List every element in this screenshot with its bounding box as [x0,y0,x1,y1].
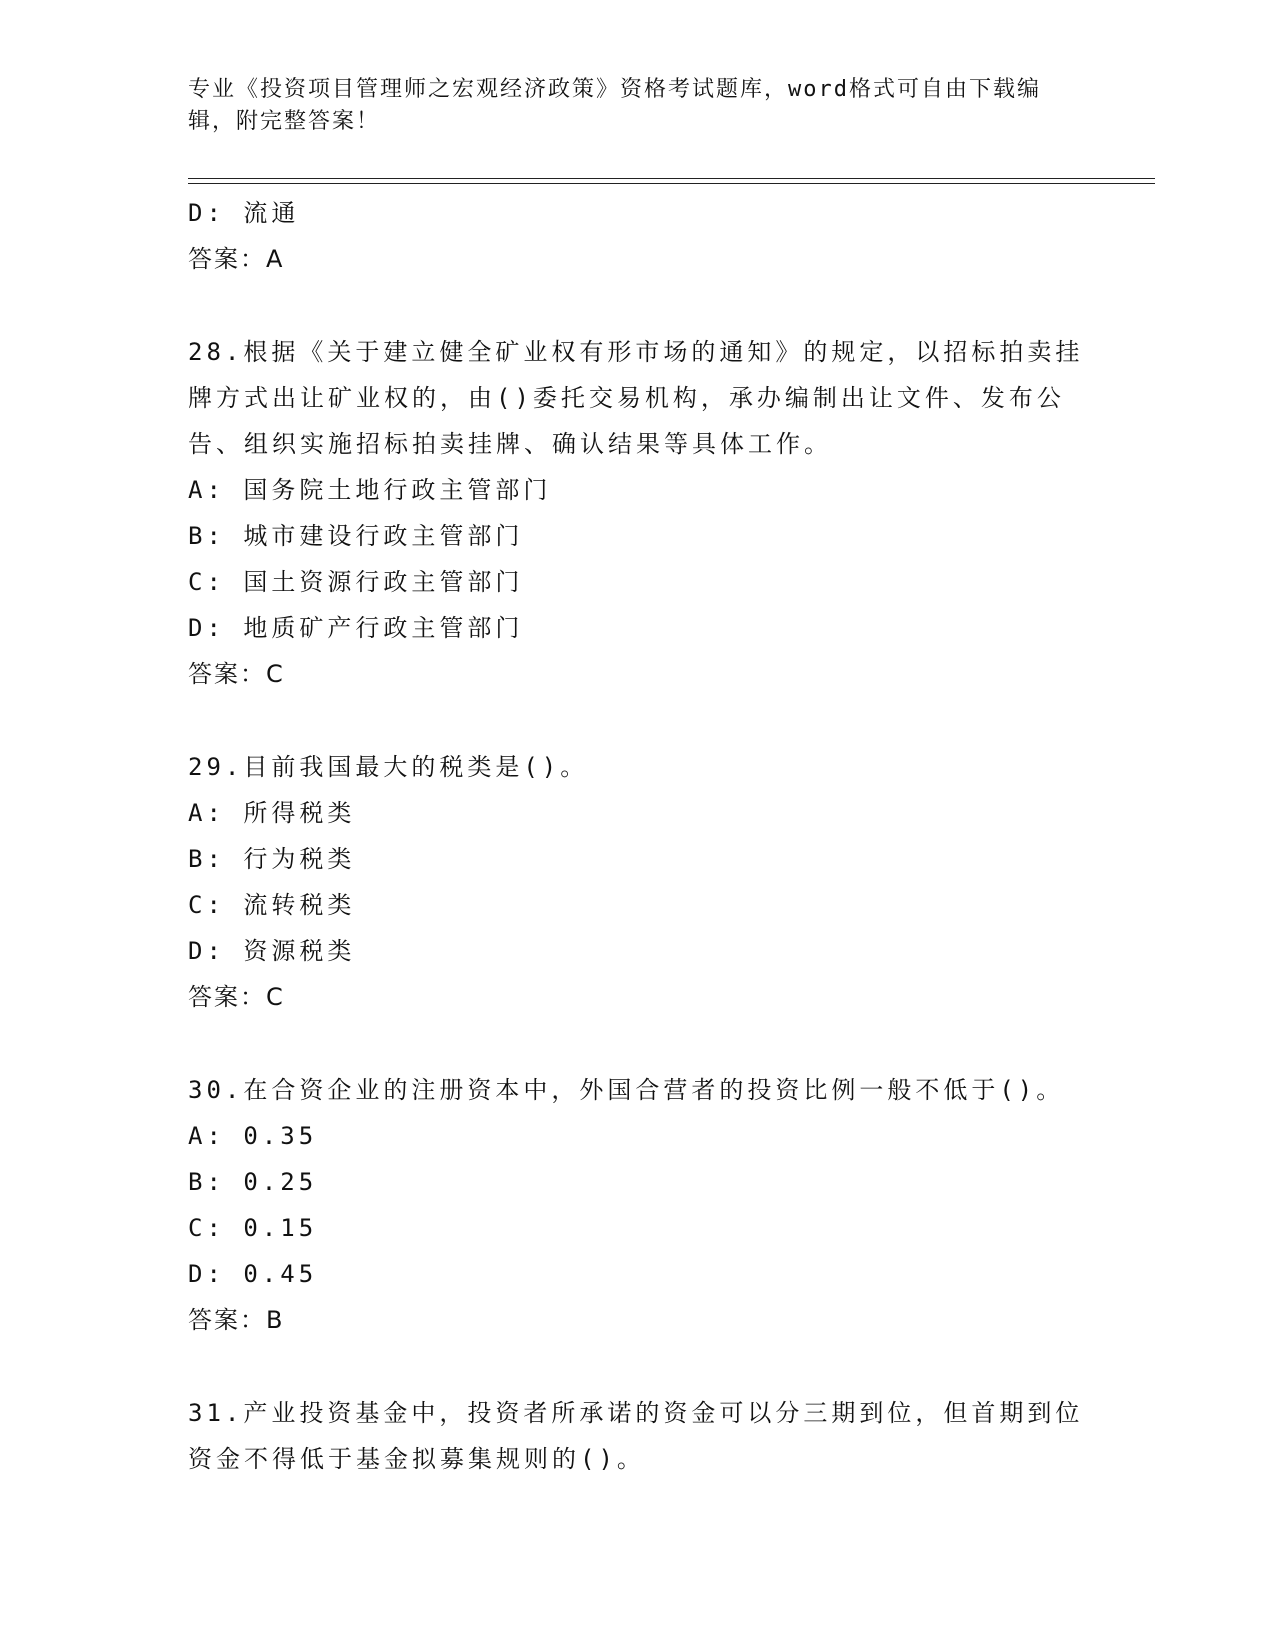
answer: 答案：A [188,245,285,273]
question-29 [188,744,1088,1020]
page-header: 专业《投资项目管理师之宏观经济政策》资格考试题库，word格式可自由下载编辑，附完整答案！ [188,77,1041,134]
option-b: B: 0.25 [188,1168,318,1196]
question-28 [188,329,1088,697]
option-b: B: 行为税类 [188,845,356,873]
question-stem: 29.目前我国最大的税类是()。 [188,753,589,781]
option-d: D: 0.45 [188,1260,318,1288]
header-rule-second [188,183,1155,184]
option-c: C: 0.15 [188,1214,318,1242]
header-rule [188,178,1155,179]
option-b: B: 城市建设行政主管部门 [188,522,524,550]
question-31 [188,1390,1088,1482]
question-stem: 28.根据《关于建立健全矿业权有形市场的通知》的规定，以招标拍卖挂牌方式出让矿业权的，由()委托交易机构，承办编制出让文件、发布公告、组织实施招标拍卖挂牌、确认结果等具体工作。 [188,338,1084,458]
option-c: C: 国土资源行政主管部门 [188,568,524,596]
answer: 答案：C [188,660,285,688]
option-a: A: 国务院土地行政主管部门 [188,476,552,504]
option-d: D: 流通 [188,199,300,227]
option-c: C: 流转税类 [188,891,356,919]
option-a: A: 0.35 [188,1122,318,1150]
question-30 [188,1067,1088,1343]
option-a: A: 所得税类 [188,799,356,827]
question-stem: 30.在合资企业的注册资本中，外国合营者的投资比例一般不低于()。 [188,1076,1065,1104]
answer: 答案：C [188,983,285,1011]
answer: 答案：B [188,1306,285,1334]
question-content [188,190,1088,1482]
question-stem: 31.产业投资基金中，投资者所承诺的资金可以分三期到位，但首期到位资金不得低于基金拟募集规则的()。 [188,1399,1084,1473]
option-d: D: 地质矿产行政主管部门 [188,614,524,642]
option-d: D: 资源税类 [188,937,356,965]
